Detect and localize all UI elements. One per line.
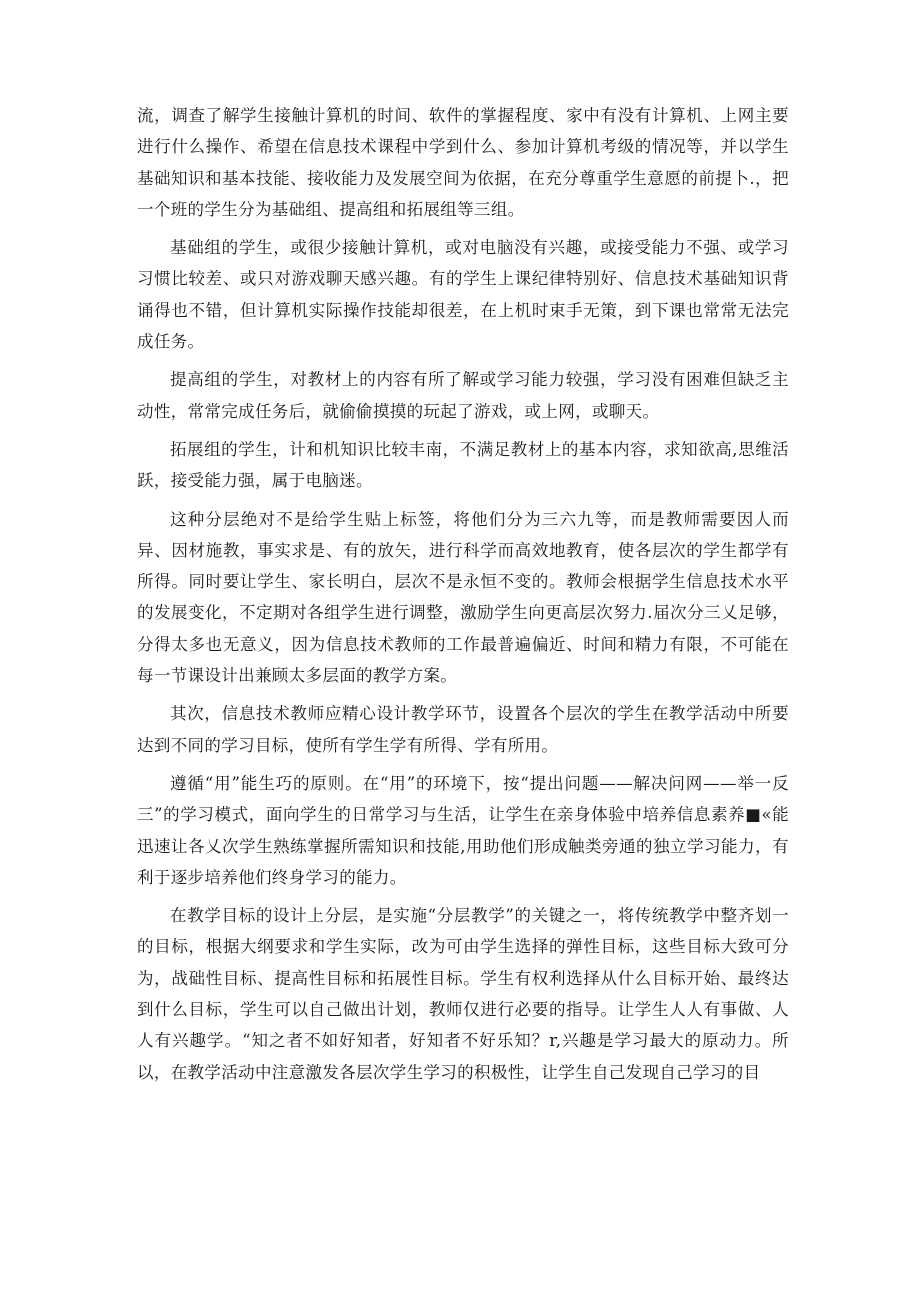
paragraph-advanced-group: 提高组的学生，对教材上的内容有所了解或学习能力较强，学习没有困难但缺乏主动性，常常完成任务后，就偷偷摸摸的玩起了游戏，或上网，或聊天。 — [137, 370, 789, 421]
paragraph-continuation: 流，调查了解学生接触计算机的时间、软件的掌握程度、家中有没有计算机、上网主要进行什么操作、希望在信息技术课程中学到什么、参加计算机考级的情况等，并以学生基础知识和基本技能、接收能力及发展空间为依据，在充分尊重学生意愿的前提卜.，把一个班的学生分为基础组、提高组和拓展组等三组。 — [137, 106, 789, 219]
paragraph-layering-rationale: 这种分层绝对不是给学生贴上标签，将他们分为三六九等，而是教师需要因人而异、因材施教，事实求是、有的放矢，进行科学而高效地教育，使各层次的学生都学有所得。同时要让学生、家长明白，层次不是永恒不变的。教师会根据学生信息技术水平的发展变化，不定期对各组学生进行调整，激励学生向更高层次努力.届次分三乂足够，分得太多也无意义，因为信息技术教师的工作最普遍偏近、时间和精力有限，不可能在每一节课设计出兼顾太多层面的教学方案。 — [137, 509, 789, 686]
document-body — [137, 100, 789, 1095]
paragraph-learning-by-use: 遵循“用”能生巧的原则。在“用”的环境下，按“提出问题——解决问网——举一反三”的学习模式，面向学生的日常学习与生活，让学生在亲身体验中培养信息素养■«能迅速让各乂次学生熟练掌握所需知识和技能,用助他们形成触类旁通的独立学习能力，有利于逐步培养他们终身学习的能力。 — [137, 773, 789, 887]
paragraph-basic-group: 基础组的学生，或很少接触计算机，或对电脑没有兴趣，或接受能力不强、或学习习惯比较差、或只对游戏聊天感兴趣。有的学生上课纪律特别好、信息技术基础知识背诵得也不错，但计算机实际操作技能却很差，在上机时束手无策，到下课也常常无法完成任务。 — [137, 238, 789, 352]
paragraph-layered-goals: 在教学目标的设计上分层，是实施“分层教学”的关键之一，将传统教学中整齐划一的目标，根据大纲要求和学生实际，改为可由学生选择的弹性目标，这些目标大致可分为，战础性目标、提高性目标和拓展性目标。学生有权利选择从什么目标开始、最终达到什么目标，学生可以自己做出计划，教师仅进行必要的指导。让学生人人有事做、人人有兴趣学。“知之者不如好知者，好知者不好乐知？r,兴趣是学习最大的原动力。所以，在教学活动中注意激发各层次学生学习的积极性，让学生自己发现自己学习的目 — [137, 906, 789, 1082]
paragraph-teaching-design: 其次，信息技术教师应精心设计教学环节，设置各个层次的学生在教学活动中所要达到不同的学习目标，使所有学生学有所得、学有所用。 — [137, 704, 789, 755]
paragraph-extended-group: 拓展组的学生，计和机知识比较丰南，不满足教材上的基本内容，求知欲高,思维活跃，接受能力强，属于电脑迷。 — [137, 439, 789, 491]
